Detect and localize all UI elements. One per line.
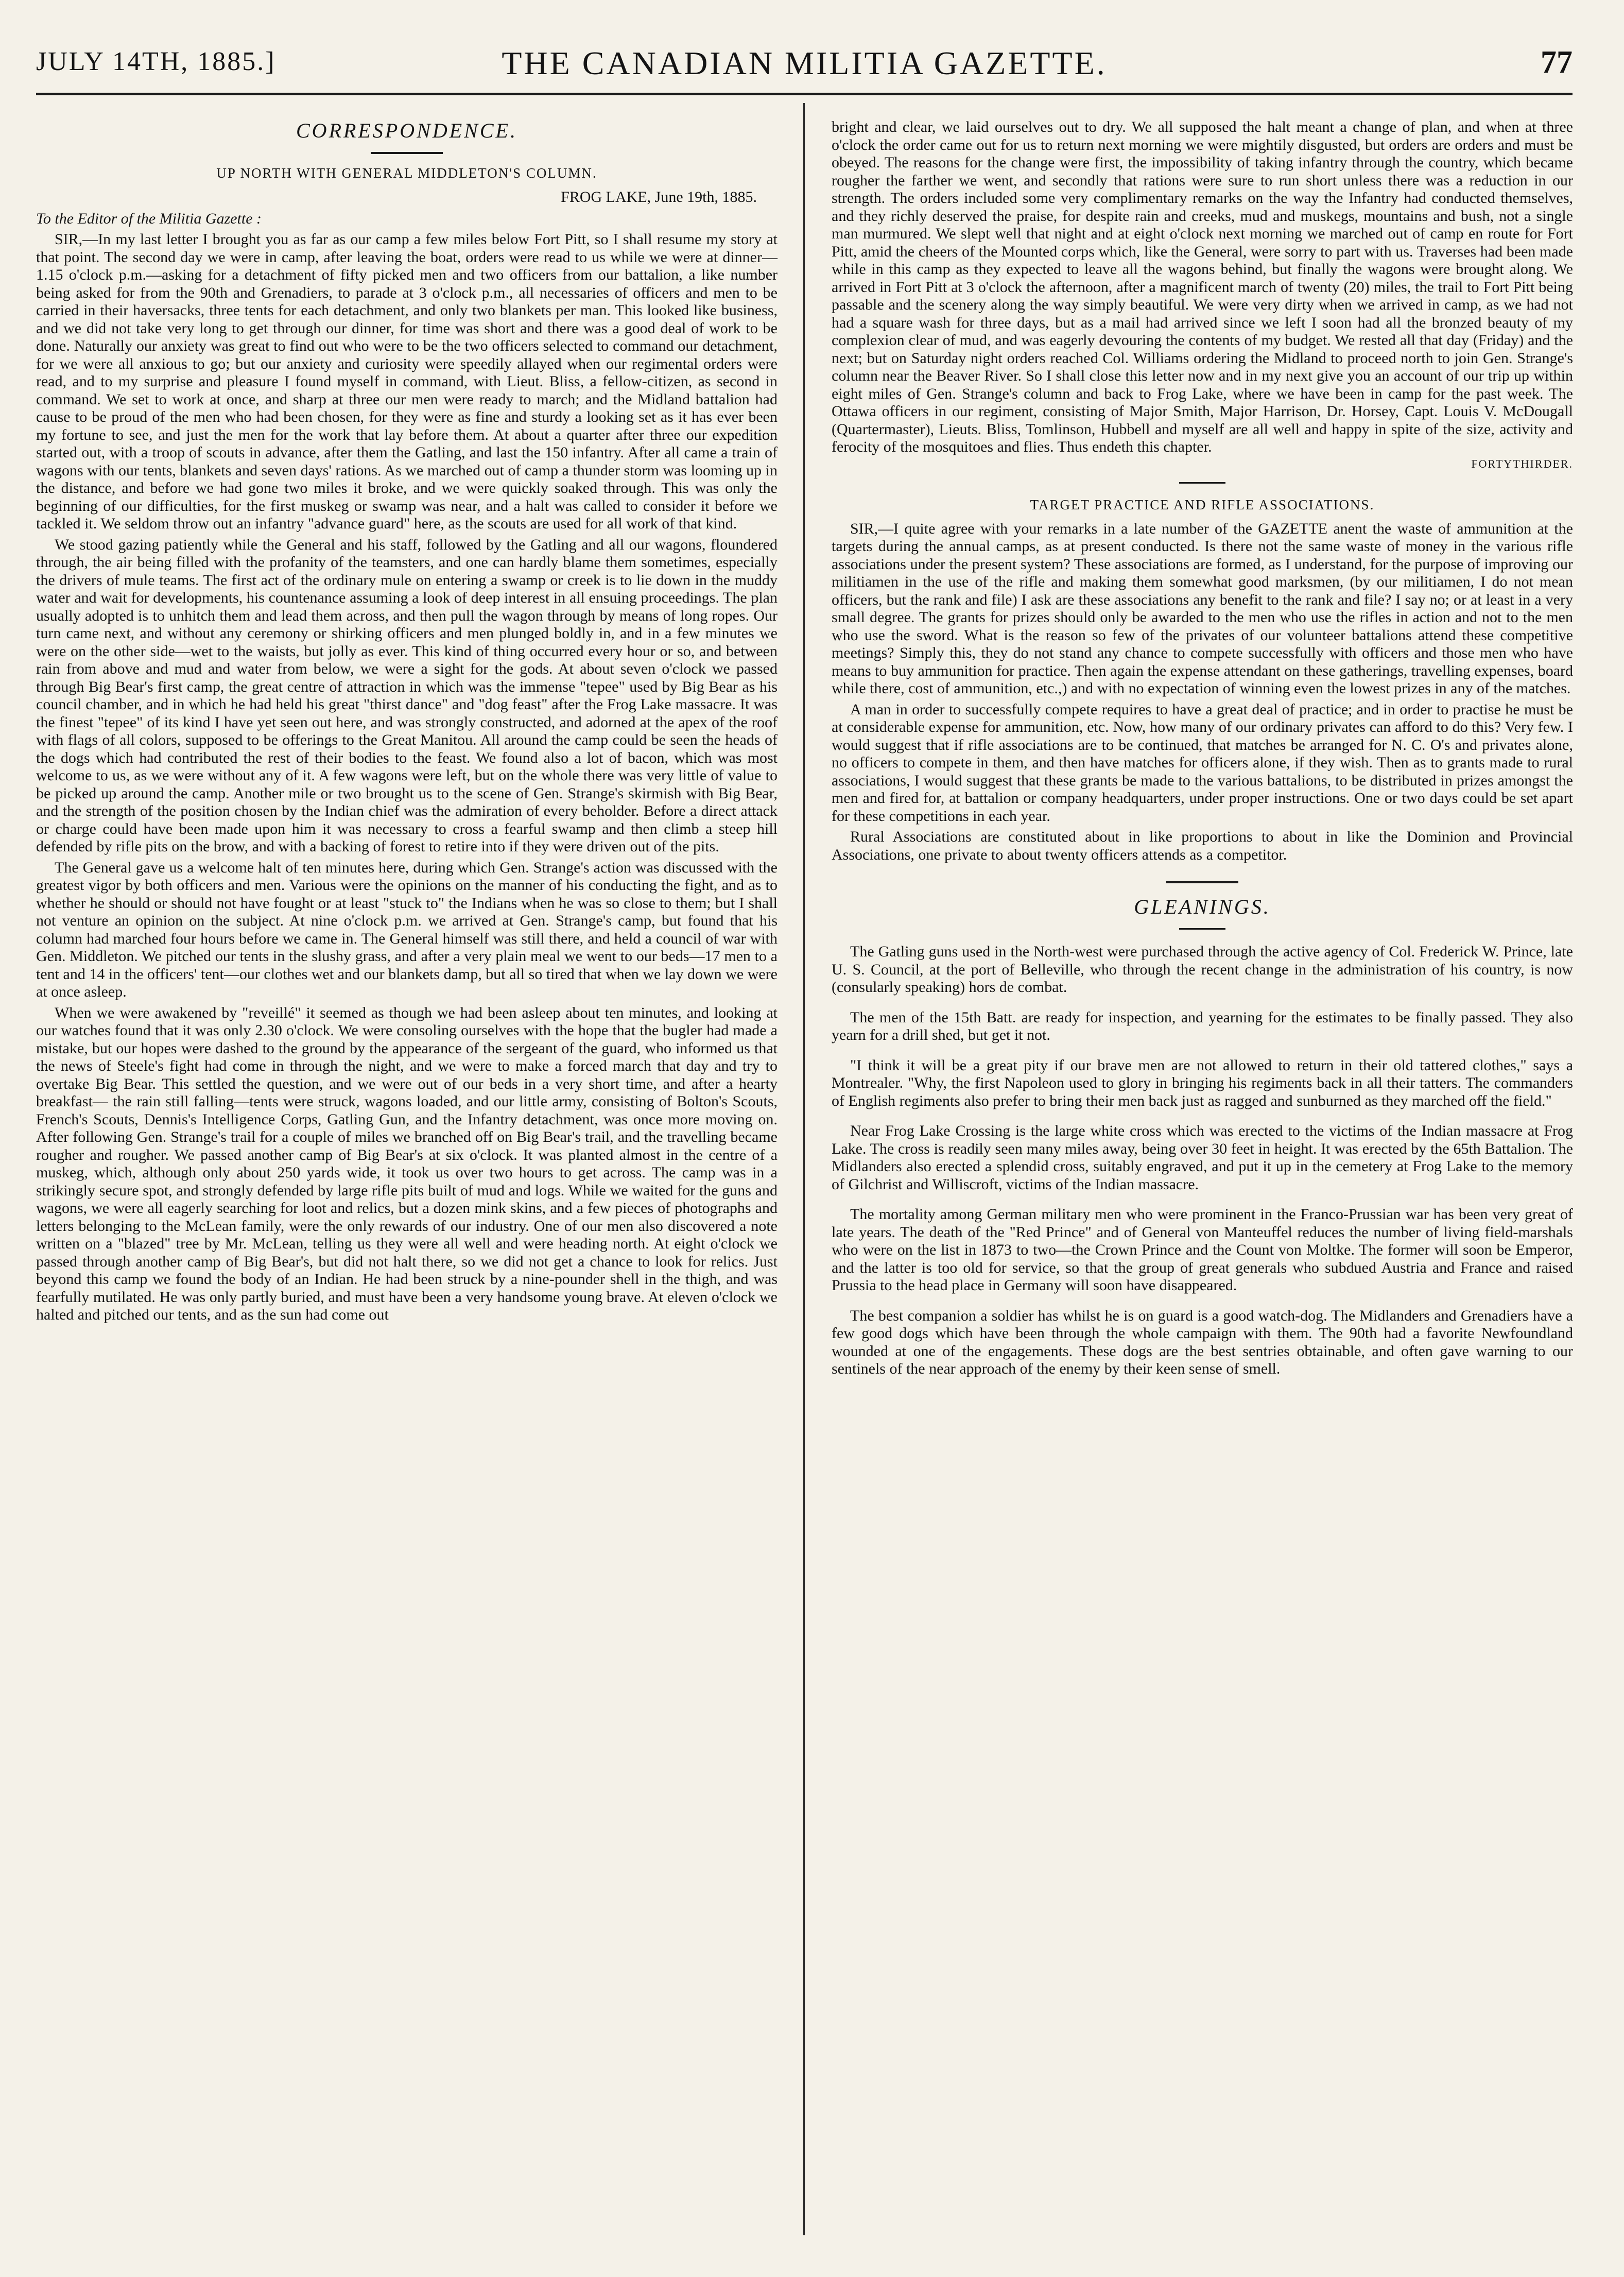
section-rule [1179, 482, 1225, 484]
letter-paragraph: SIR,—In my last letter I brought you as far as our camp a few miles below Fort Pitt, so I shall resume my story at that point. The second day we were in camp, after leaving the boat, orders were read to us while we were at dinner—1.15 o'clock p.m.—asking for a detachment of fifty picked men and two officers from our battalion, a like number being asked for from the 90th and Grenadiers, to parade at 3 o'clock p.m., all necessaries of officers and men to be carried in their haversacks, three tents for each detachment, and only two blankets per man. This looked like business, and we did not take very long to get through our dinner, for time was short and there was a good deal of work to be done. Naturally our anxiety was great to find out who were to be the two officers selected to command our detachment, for we were all anxious to go; but our anxiety and curiosity were speedily allayed when our regimental orders were read, and to my surprise and pleasure I found myself in command, with Lieut. Bliss, a fellow-citizen, as second in command. We set to work at once, and sharp at three our men were ready to march; and the Midland battalion had cause to be proud of the men who had been chosen, for they were as fine and sturdy a looking set as it has ever been my fortune to see, and just the men for the work that lay before them. At about a quarter after three our expedition started out, with a troop of scouts in advance, after them the Gatling, and last the 150 infantry. After all came a train of wagons with our tents, blankets and seven days' rations. As we marched out of camp a thunder storm was looming up in the distance, and before we had gone two miles it broke, and we were quickly soaked through. This was only the beginning of our difficulties, for the first muskeg or swamp was near, and a halt was called to consider it before we tackled it. We seldom throw out an infantry "advance guard" here, as the scouts are used for all work of that kind. [36, 231, 778, 532]
letter-paragraph: A man in order to successfully compete requires to have a great deal of practice; and in order to practise he must be at considerable expense for ammunition, etc. Now, how many of our ordinary privates can afford to do this? Very few. I would suggest that if rifle associations are to be continued, that matches be arranged for N. C. O's and privates alone, no officers to compete in them, and then have matches for officers alone, if they wish. Then as to grants made to rural associations, I would suggest that these grants be made to the various battalions, to be distributed in prizes amongst the men and fired for, at battalion or company headquarters, under proper instructions. One or two days could be set apart for these competitions in each year. [832, 700, 1573, 825]
letter-salutation: To the Editor of the Militia Gazette : [36, 210, 262, 227]
page-number: 77 [1541, 45, 1573, 80]
left-column [36, 118, 778, 1327]
gleaning-item: Near Frog Lake Crossing is the large white cross which was erected to the victims of the Indian massacre at Frog Lake. The cross is readily seen many miles away, being over 30 feet in height. It was erected by the 65th Battalion. The Midlanders also erected a splendid cross, suitably engraved, and put it up in the cemetery at Frog Lake to the memory of Gilchrist and Williscroft, victims of the Indian massacre. [832, 1122, 1573, 1193]
letter-paragraph: Rural Associations are constituted about in like proportions to about in like the Dominion and Provincial Associations, one private to about twenty officers attends as a competitor. [832, 828, 1573, 863]
title-rule [1179, 928, 1225, 930]
gleaning-item: The men of the 15th Batt. are ready for inspection, and yearning for the estimates to be finally passed. They also yearn for a drill shed, but get it not. [832, 1008, 1573, 1043]
gleaning-item: The Gatling guns used in the North-west were purchased through the active agency of Col. Frederick W. Prince, late U. S. Council, at the port of Belleville, who through the recent change in the administration of his country, is now (consularly speaking) hors de combat. [832, 943, 1573, 996]
letter-paragraph: The General gave us a welcome halt of ten minutes here, during which Gen. Strange's action was discussed with the greatest vigor by both officers and men. Various were the opinions on the manner of his conducting the fight, and as to whether he should or should not have fought or at least "stuck to" the Indians when he was so close to them; but I shall not venture an opinion on the subject. At nine o'clock p.m. we arrived at Gen. Strange's camp, but found that his column had marched four hours before we came in. The General himself was still there, and held a council of war with Gen. Middleton. We pitched our tents in the slushy grass, and after a very plain meal we went to our beds—17 men to a tent and 14 in the officers' tent—our clothes wet and our blankets damp, but all so tired that when we lay down we were at once asleep. [36, 859, 778, 1000]
letter-paragraph: We stood gazing patiently while the General and his staff, followed by the Gatling and all our wagons, floundered through, the air being filled with the profanity of the teamsters, and one can hardly blame them sometimes, especially the drivers of mule teams. The first act of the ordinary mule on entering a swamp or creek is to lie down in the muddy water and wait for developments, his countenance assuming a look of deep interest in all ensuing proceedings. The plan usually adopted is to unhitch them and lead them across, and then pull the wagon through by means of long ropes. Our turn came next, and without any ceremony or shirking officers and men plunged boldly in, and in a few minutes we were on the other side—wet to the waists, but jolly as ever. This kind of thing occurred every hour or so, and between rain from above and mud and water from below, we were a sight for the gods. At about seven o'clock we passed through Big Bear's first camp, the great centre of attraction in which was the immense "tepee" used by Big Bear as his council chamber, and in which he had held his great "thirst dance" and "dog feast" after the Frog Lake massacre. It was the finest "tepee" of its kind I have yet seen out here, and was strongly constructed, and adorned at the apex of the roof with flags of all colors, supposed to be offerings to the Great Manitou. All around the camp could be seen the heads of the dogs which had contributed the rest of their bodies to the feast. We found also a lot of bacon, which was most welcome to us, as we were without any of it. A few wagons were left, but on the whole there was very little of value to be picked up around the camp. Another mile or two brought us to the scene of Gen. Strange's skirmish with Big Bear, and the strength of the position chosen by the Indian chief was the admiration of every beholder. Before a direct attack or charge could have been made upon him it was necessary to cross a fearful swamp and then climb a steep hill defended by rifle pits on the brow, and with a backing of forest to retire into if they were driven out of the pits. [36, 536, 778, 855]
title-rule [371, 152, 443, 154]
spacer [832, 867, 1573, 881]
letter-dateline: FROG LAKE, June 19th, 1885. [561, 189, 757, 206]
right-column [832, 118, 1573, 1391]
letter-heading: TARGET PRACTICE AND RIFLE ASSOCIATIONS. [1030, 497, 1375, 512]
gleaning-item: The mortality among German military men who were prominent in the Franco-Prussian war has been very great of late years. The death of the "Red Prince" and of General von Manteuffel reduces the number of living field-marshals who were on the list in 1873 to two—the Crown Prince and the Count von Moltke. The former will soon be Emperor, and the latter is too old for service, so that the group of great generals who subdued Austria and France and raised Prussia to the head place in Germany will soon have disappeared. [832, 1206, 1573, 1294]
gleaning-item: The best companion a soldier has whilst he is on guard is a good watch-dog. The Midlanders and Grenadiers have a few good dogs which have been through the whole campaign with them. The 90th had a favorite Newfoundland wounded at one of the engagements. These dogs are the best sentries obtainable, and often gave warning to our sentinels of the near approach of the enemy by their keen sense of smell. [832, 1307, 1573, 1377]
letter-paragraph-continued: bright and clear, we laid ourselves out to dry. We all supposed the halt meant a change of plan, and when at three o'clock the order came out for us to return next morning we were mightily disgusted, but orders are orders and must be obeyed. The reasons for the change were first, the impossibility of taking infantry through the country, which became rougher the farther we went, and secondly that rations were sure to run short unless there was a reduction in our strength. The orders included some very complimentary remarks on the way the Infantry had conducted themselves, and they richly deserved the praise, for despite rain and creeks, mud and muskegs, mountains and bush, not a single man murmured. We slept well that night and at eight o'clock next morning we marched out of camp en route for Fort Pitt, amid the cheers of the Mounted corps which, like the General, were sorry to part with us. Traverses had been made while in this camp as they expected to leave all the wagons behind, but finally the wagons were brought along. We arrived in Fort Pitt at 3 o'clock the afternoon, after a magnificent march of twenty (20) miles, the trail to Fort Pitt being passable and the scenery along the way simply beautiful. We were very dirty when we arrived in camp, as we had not had a square wash for three days, but as a mail had arrived since we left I soon had all the bronzed beauty of my complexion clear of mud, and was eagerly devouring the contents of my budget. We rested all that day (Friday) and the next; but on Saturday night orders reached Col. Williams ordering the Midland to proceed north to join Gen. Strange's column near the Beaver River. So I shall close this letter now and in my next give you an account of our trip up within eight miles of Gen. Strange's column and back to Frog Lake, where we have been in camp for the past week. The Ottawa officers in our regiment, consisting of Major Smith, Major Harrison, Dr. Horsey, Capt. Louis V. McDougall (Quartermaster), Lieuts. Bliss, Tomlinson, Hubbell and myself are all well and happy in spite of the size, activity and ferocity of the mosquitoes and flies. Thus endeth this chapter. [832, 118, 1573, 455]
gleanings-title: GLEANINGS. [1134, 895, 1271, 918]
letter-signature: FORTYTHIRDER. [1471, 457, 1573, 470]
letter-paragraph: SIR,—I quite agree with your remarks in a late number of the GAZETTE anent the waste of ammunition at the targets during the annual camps, as at present conducted. Is there not the same waste of money in the various rifle associations under the present system? These associations are formed, as I understand, for the purpose of improving our militiamen in the use of the rifle and making them somewhat good marksmen, (by our militiamen, I do not mean officers, but the rank and file) I ask are these associations any benefit to the rank and file? I say no; or at least in a very small degree. The grants for prizes should only be awarded to the men who use the rifles in action and not to the men who use the sword. What is the reason so few of the privates of our volunteer battalions attend these competitive meetings? Simply this, they do not stand any chance to compete successfully with officers and those men who have means to buy ammunition for practice. Then again the expense attendant on these gatherings, travelling expenses, board while there, cost of ammunition, etc.,) and with no expectation of winning even the lowest prizes in any of the matches. [832, 520, 1573, 697]
column-divider [803, 103, 805, 2235]
gleaning-item: "I think it will be a great pity if our brave men are not allowed to return in their old tattered clothes," says a Montrealer. "Why, the first Napoleon used to glory in bringing his regiments back in all their tatters. The commanders of English regiments also prefer to bring their men back just as ragged and sunburned as they marched off the field." [832, 1056, 1573, 1109]
issue-date: JULY 14TH, 1885.] [36, 47, 276, 76]
letter-heading: UP NORTH WITH GENERAL MIDDLETON'S COLUMN. [216, 165, 597, 181]
newspaper-title: THE CANADIAN MILITIA GAZETTE. [502, 45, 1107, 81]
masthead [36, 41, 1573, 95]
correspondence-title: CORRESPONDENCE. [296, 119, 517, 142]
letter-paragraph: When we were awakened by "reveillé" it seemed as though we had been asleep about ten minutes, and looking at our watches found that it was only 2.30 o'clock. We were consoling ourselves with the hope that the bugler had made a mistake, but our hopes were dashed to the ground by the appearance of the sergeant of the guard, who informed us that the news of Steele's fight had come in through the night, and we were to make a forced march that day and try to overtake Big Bear. This settled the question, and we were out of our beds in a very short time, and after a hearty breakfast— the rain still falling—tents were struck, wagons loaded, and our little army, consisting of Bolton's Scouts, French's Scouts, Dennis's Intelligence Corps, Gatling Gun, and the Infantry detachment, was once more moving on. After following Gen. Strange's trail for a couple of miles we branched off on Big Bear's trail, and the travelling became rougher and rougher. We passed another camp of Big Bear's at six o'clock. It was planted almost in the centre of a muskeg, which, although only about 250 yards wide, it took us over two hours to get across. The camp was in a strikingly secure spot, and strongly defended by large rifle pits built of mud and logs. While we waited for the guns and wagons, we were all eagerly searching for loot and relics, but a dozen mink skins, and a few pieces of photographs and letters belonging to the McLean family, were the only rewards of our industry. One of our men also discovered a note written on a "blazed" tree by Mr. McLean, telling us they were all well and were heading north. At eight o'clock we passed through another camp of Big Bear's, but did not halt there, so we did not get a chance to look for relics. Just beyond this camp we found the body of an Indian. He had been struck by a nine-pounder shell in the thigh, and was fearfully mutilated. He was only partly buried, and must have been a very handsome young brave. At eleven o'clock we halted and pitched our tents, and as the sun had come out [36, 1004, 778, 1323]
section-rule [1166, 881, 1238, 883]
